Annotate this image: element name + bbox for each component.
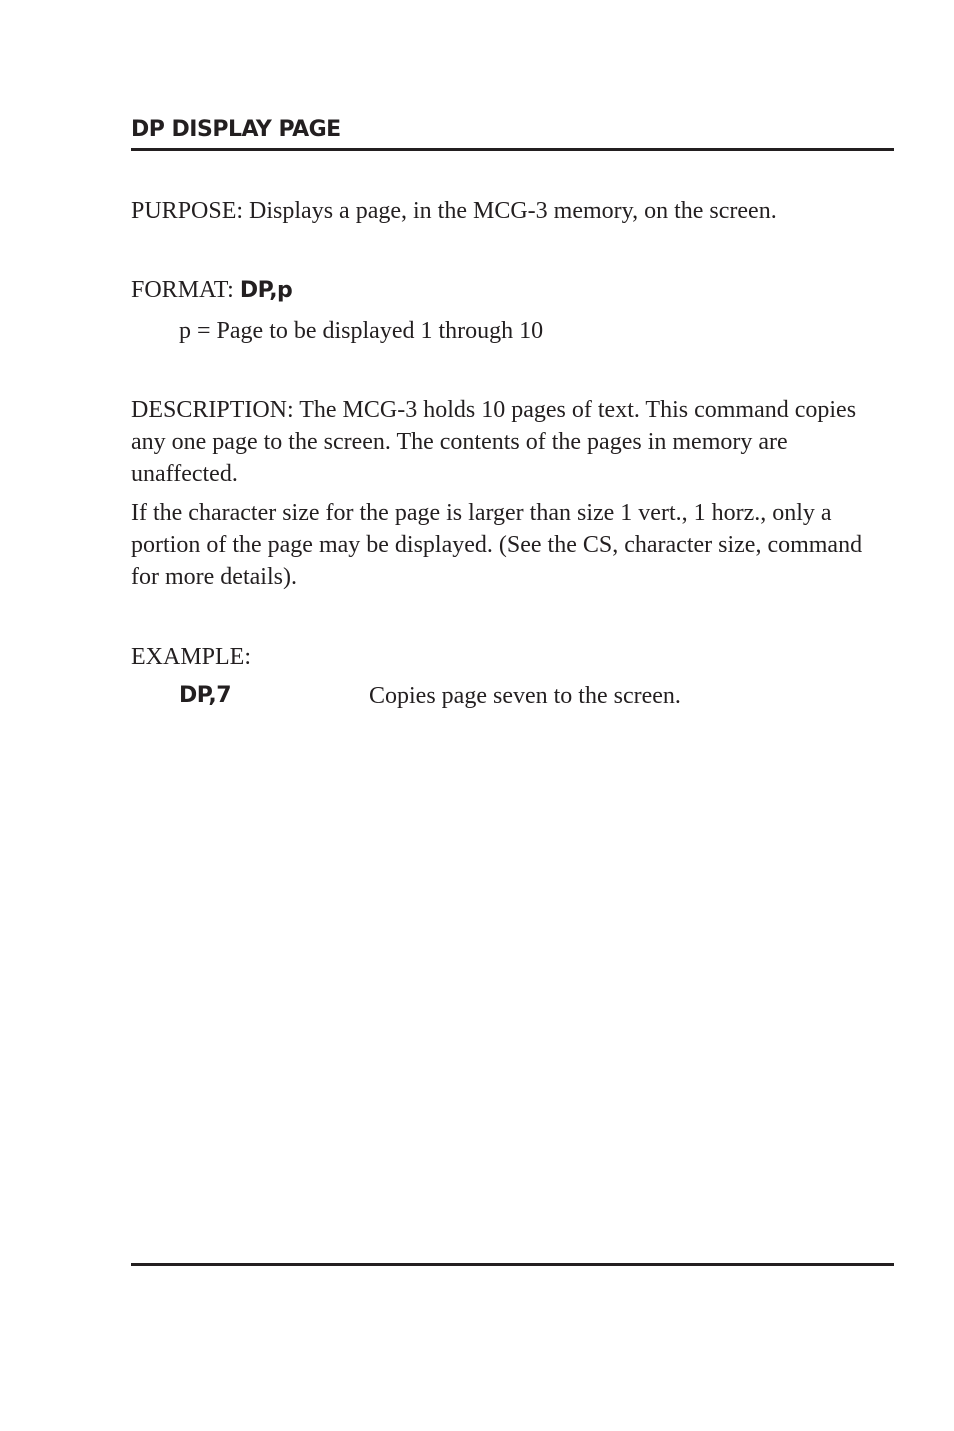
manual-page — [131, 0, 894, 1431]
bottom-rule — [131, 1263, 894, 1266]
description-paragraph-2: If the character size for the page is larger than size 1 vert., 1 horz., only a portion of the page may be displayed. (See the CS, character size, command for more details). — [131, 500, 863, 590]
format-line — [131, 274, 894, 307]
description-paragraph-1: DESCRIPTION: The MCG-3 holds 10 pages of text. This command copies any one page to the screen. The contents of the pages in memory are unaffected. — [131, 397, 857, 487]
example-description: Copies page seven to the screen. — [369, 683, 681, 709]
section-heading: DP DISPLAY PAGE — [131, 117, 341, 142]
format-param: p = Page to be displayed 1 through 10 — [179, 318, 544, 344]
example-command: DP,7 — [179, 683, 232, 708]
format-label: FORMAT: — [131, 277, 240, 303]
top-rule — [131, 148, 894, 151]
format-command: DP,p — [239, 278, 293, 303]
example-label: EXAMPLE: — [131, 644, 251, 670]
purpose-text: PURPOSE: Displays a page, in the MCG-3 memory, on the screen. — [131, 198, 777, 224]
